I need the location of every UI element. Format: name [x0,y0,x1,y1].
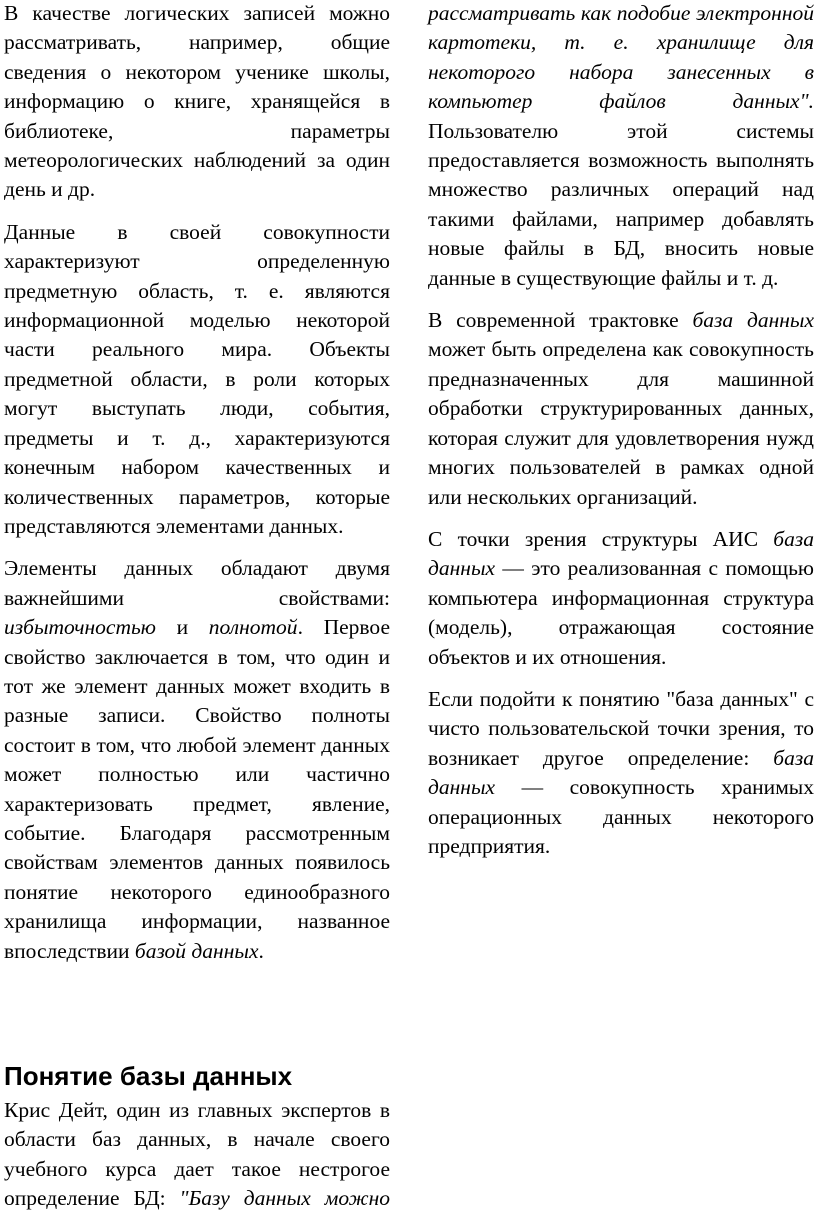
italic-term: базой данных [134,938,259,963]
paragraph-subject-area: Данные в своей совокупности характеризуют определенную предметную область, т. е. являются информационной моделью некоторой части реального мира. Объекты предметной области, в роли которых могут выступать люди, события, предметы и т. д., характеризуются конечным набором качественных и количественных параметров, которые представляются элементами данных. [4,219,390,538]
text-run: — совокупность хранимых операционных данных некоторого предприятия. [428,775,814,858]
text-run: . [258,938,264,963]
italic-term: база данных [428,745,814,800]
text-run: С точки зрения структуры АИС [428,526,774,551]
text-run: и [155,615,209,640]
italic-quote: рассматривать как подобие электронной картотеки, т. е. хранилище для некоторого набора занесенных в компьютер файлов данных". [428,1,814,114]
text-run: В современной трактовке [428,308,693,333]
italic-quote: "Базу данных можно [179,1186,390,1211]
text-run: Элементы данных обладают двумя важнейшими свойствами: [4,556,390,610]
text-run: — это реализованная с помощью компьютера информационная структура (модель), отражающая состояние объектов и их отношения. [428,556,814,669]
paragraph-ais-structure [428,525,814,672]
paragraph-data-properties [4,554,390,966]
paragraph-modern-definition [428,306,814,512]
text-run: . Первое свойство заключается в том, что один и тот же элемент данных может входить в разные записи. Свойство полноты состоит в том, что любой элемент данных может полностью или частично характеризовать предмет, явление, событие. Благодаря рассмотренным свойствам элементов данных появилось понятие некоторого единообразного хранилища информации, названное впоследствии [4,615,390,963]
left-column [4,0,390,979]
text-run: Пользователю этой системы предоставляется возможность выполнять множество различных операций над такими файлами, например добавлять новые файлы в БД, вносить новые данные в существующие файлы и т. д. [428,118,814,290]
text-run: Если подойти к понятию "база данных" с чисто пользовательской точки зрения, то возникает другое определение: [428,686,814,770]
italic-term: база данных [428,526,814,581]
text-run: может быть определена как совокупность предназначенных для машинной обработки структурированных данных, которая служит для удовлетворения нужд многих пользователей в рамках одной или нескольких организаций. [428,337,814,509]
paragraph-logical-records: В качестве логических записей можно рассматривать, например, общие сведения о некотором ученике школы, информацию о книге, хранящейся в библиотеке, параметры метеорологических наблюдений за один день и др. [4,1,390,202]
paragraph-card-index [428,0,814,293]
italic-term: полнотой [208,615,298,640]
paragraph-user-view [428,685,814,861]
text-run: Крис Дейт, один из главных экспертов в области баз данных, в начале своего учебного курса дает такое нестрогое определение БД: [4,1098,390,1211]
right-column [428,0,814,874]
paragraph-chris-date [4,1096,390,1214]
italic-term: избыточностью [4,615,156,640]
section-heading: Понятие базы данных [4,1061,293,1091]
italic-term: база данных [692,308,815,333]
